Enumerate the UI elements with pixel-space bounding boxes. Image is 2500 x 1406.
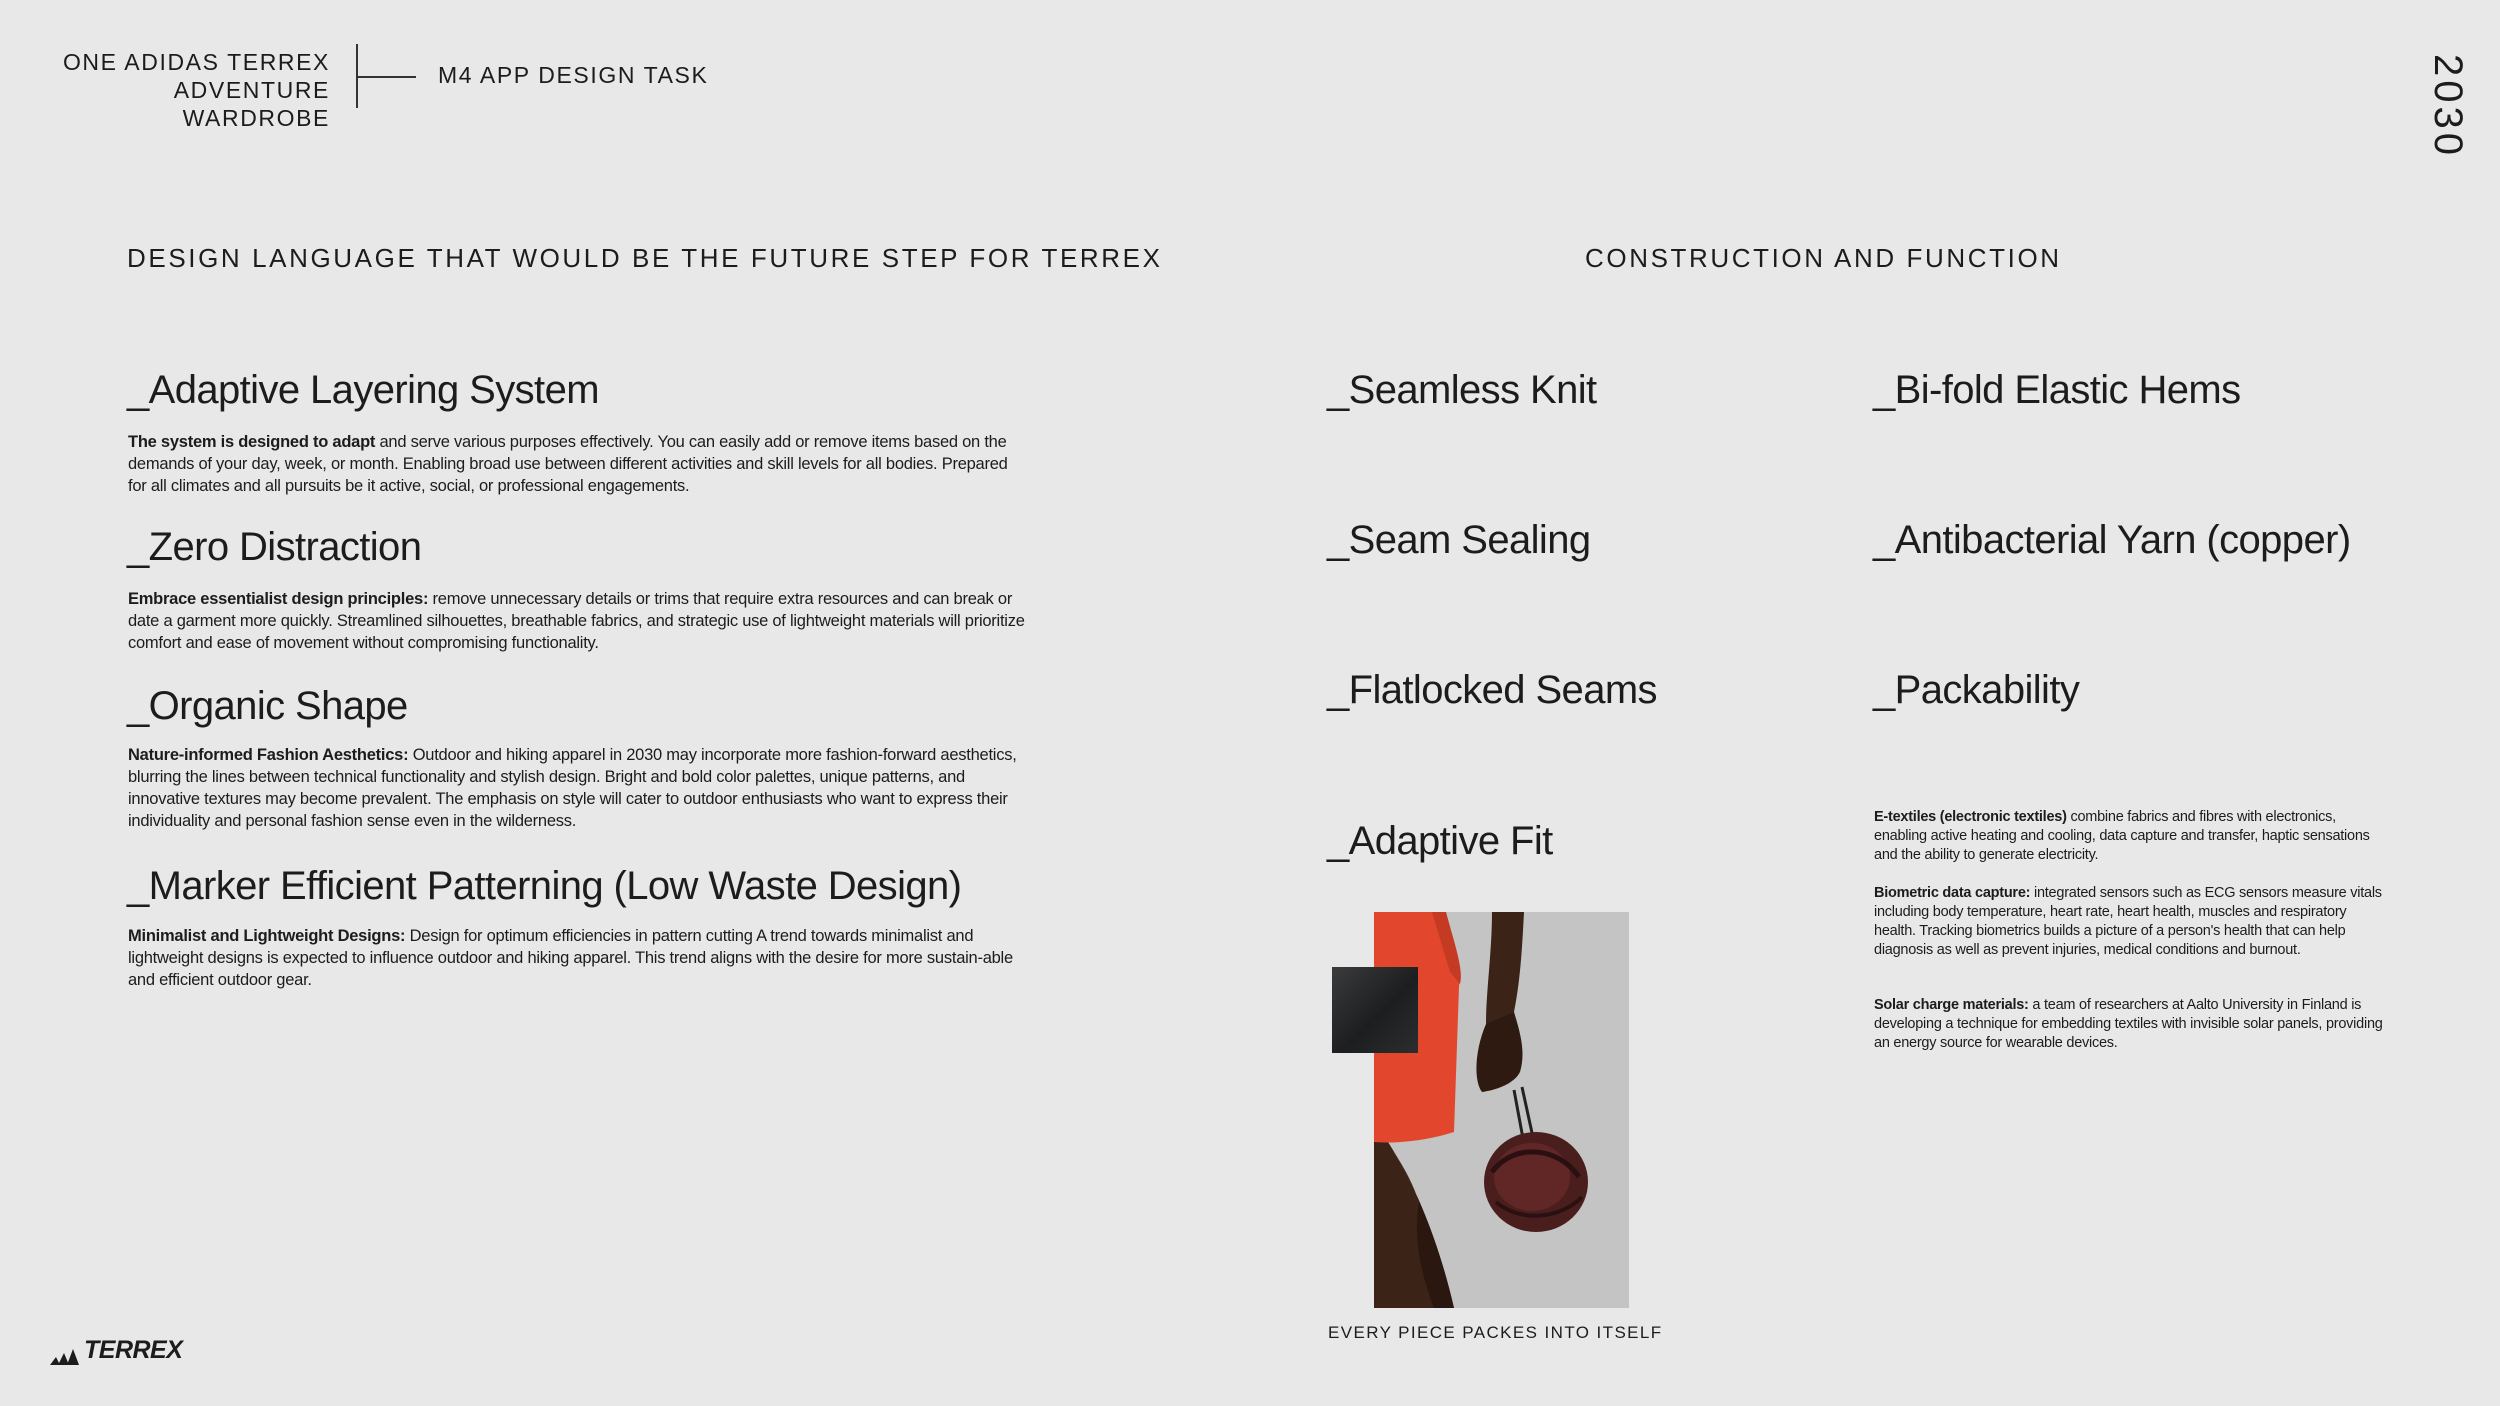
marker-efficient-body: Design for optimum efficiencies in pattern cutting A trend towards minimalist and lightweight designs is expected to influence outdoor and hiking apparel. This trend aligns with the desire for more sustain-able and efficient outdoor gear. [128,927,1013,989]
solar-charge-lead: Solar charge materials: [1874,997,2029,1013]
organic-shape-text [128,744,1028,832]
brand-title [30,48,330,132]
construction-title: CONSTRUCTION AND FUNCTION [1585,243,2062,273]
seam-sealing-heading: _Seam Sealing [1327,518,1591,562]
organic-shape-body: Outdoor and hiking apparel in 2030 may incorporate more fashion-forward aesthetics, blurring the lines between technical functionality and stylish design. Bright and bold color palettes, unique patterns, and innovative textures may become prevalent. The emphasis on style will cater to outdoor enthusiasts who want to express their individuality and personal fashion sense even in the wilderness. [128,746,1017,830]
adaptive-layering-lead: The system is designed to adapt [128,433,376,451]
adaptive-layering-body: and serve various purposes effectively. You can easily add or remove items based on the demands of your day, week, or month. Enabling broad use between different activities and skill levels for all bodies. Prepared for all climates and all pursuits be it active, social, or professional engagements. [128,433,1008,495]
brand-line-1: ONE ADIDAS TERREX [62,49,330,75]
zero-distraction-heading: _Zero Distraction [127,525,422,569]
adaptive-layering-heading: _Adaptive Layering System [127,368,599,412]
adaptive-layering-text [128,431,1028,497]
antibacterial-yarn-heading: _Antibacterial Yarn (copper) [1873,518,2351,562]
zero-distraction-text [128,588,1028,654]
flatlocked-seams-heading: _Flatlocked Seams [1327,668,1657,712]
design-language-title: DESIGN LANGUAGE THAT WOULD BE THE FUTURE STEP FOR TERREX [127,243,1163,273]
photo-caption: EVERY PIECE PACKES INTO ITSELF [1328,1323,1663,1342]
year-label: 2030 [2426,54,2470,159]
marker-efficient-heading: _Marker Efficient Patterning (Low Waste Design) [127,864,962,908]
task-label: M4 APP DESIGN TASK [438,62,709,88]
biometric-body: integrated sensors such as ECG sensors measure vitals including body temperature, heart rate, heart health, muscles and respiratory health. Tracking biometrics builds a picture of a person's health that can help diagnosis as well as prevent injuries, medical conditions and burnout. [1874,885,2382,958]
e-textiles-body: combine fabrics and fibres with electronics, enabling active heating and cooling, data capture and transfer, haptic sensations and the ability to generate electricity. [1874,809,2370,863]
e-textiles-lead: E-textiles (electronic textiles) [1874,809,2067,825]
brand-line-2: ADVENTURE WARDROBE [173,77,330,131]
solar-charge-text [1874,996,2384,1053]
zero-distraction-body: remove unnecessary details or trims that require extra resources and can break or date a garment more quickly. Streamlined silhouettes, breathable fabrics, and strategic use of lightweight materials will prioritize comfort and ease of movement without compromising functionality. [128,590,1025,652]
adidas-terrex-logo-icon [50,1343,82,1365]
marker-efficient-lead: Minimalist and Lightweight Designs: [128,927,406,945]
organic-shape-heading: _Organic Shape [127,684,408,728]
fabric-swatch [1332,967,1418,1053]
biometric-lead: Biometric data capture: [1874,885,2031,901]
solar-charge-body: a team of researchers at Aalto University in Finland is developing a technique for embedding textiles with invisible solar panels, providing an energy source for wearable devices. [1874,997,2383,1051]
packability-heading: _Packability [1873,668,2080,712]
organic-shape-lead: Nature-informed Fashion Aesthetics: [128,746,409,764]
biometric-text [1874,884,2384,960]
header-divider-horizontal [356,76,416,78]
zero-distraction-lead: Embrace essentialist design principles: [128,590,429,608]
marker-efficient-text [128,925,1028,991]
seamless-knit-heading: _Seamless Knit [1327,368,1597,412]
e-textiles-text [1874,808,2384,865]
bifold-hems-heading: _Bi-fold Elastic Hems [1873,368,2241,412]
adaptive-fit-heading: _Adaptive Fit [1327,819,1553,863]
terrex-logo-text: TERREX [84,1336,183,1364]
